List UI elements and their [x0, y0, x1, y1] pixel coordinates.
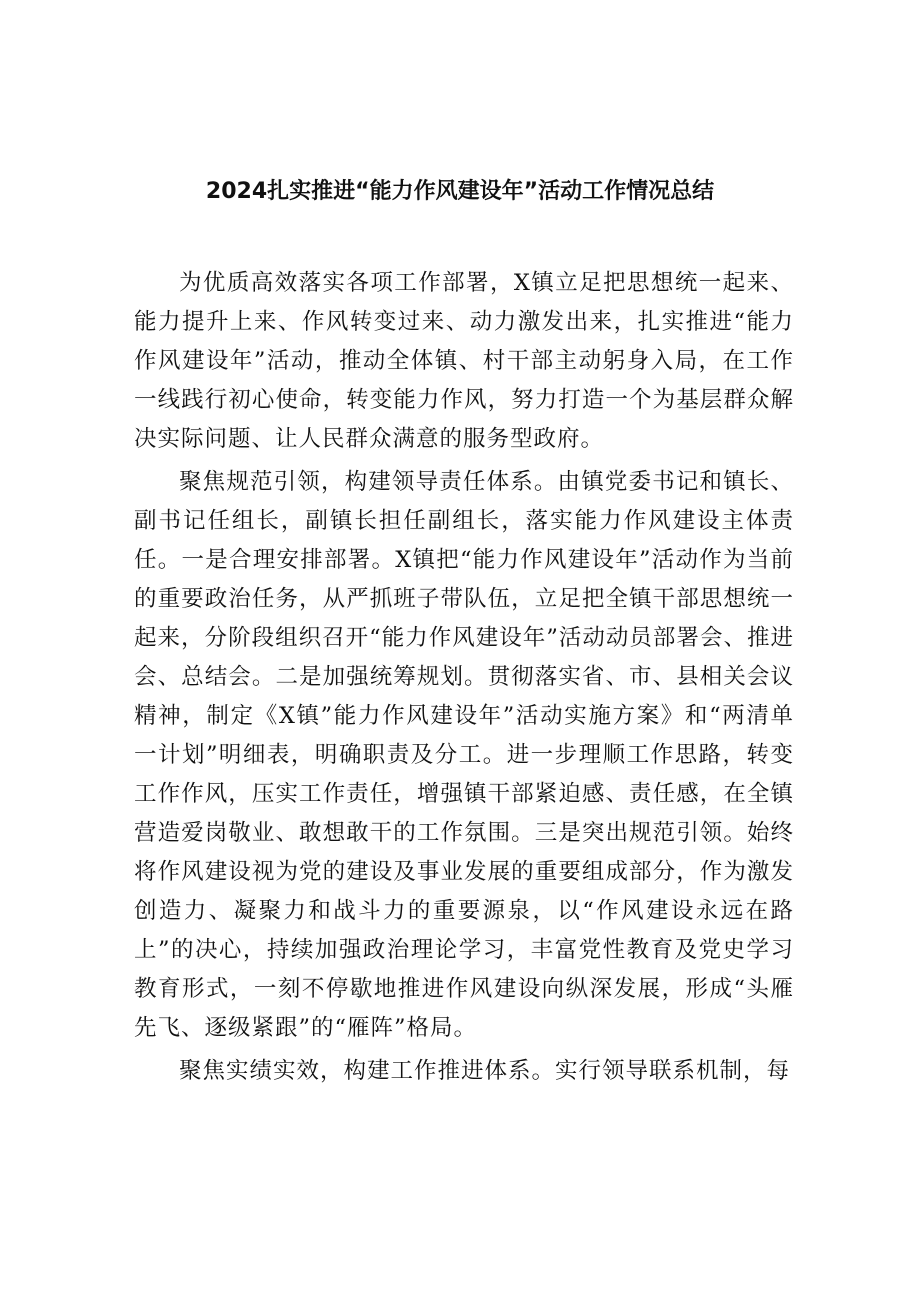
paragraph-intro: 为优质高效落实各项工作部署，X镇立足把思想统一起来、能力提升上来、作风转变过来、动力激发出来，扎实推进“能力作风建设年”活动，推动全体镇、村干部主动躬身入局，在工作一线践行初心使命，转变能力作风，努力打造一个为基层群众解决实际问题、让人民群众满意的服务型政府。 — [134, 270, 794, 452]
paragraph-leadership: 聚焦规范引领，构建领导责任体系。由镇党委书记和镇长、副书记任组长，副镇长担任副组长，落实能力作风建设主体责任。一是合理安排部署。X镇把“能力作风建设年”活动作为当前的重要政治任务，从严抓班子带队伍，立足把全镇干部思想统一起来，分阶段组织召开“能力作风建设年”活动动员部署会、推进会、总结会。二是加强统筹规划。贯彻落实省、市、县相关会议精神，制定《X镇”能力作风建设年”活动实施方案》和“两清单一计划”明细表，明确职责及分工。进一步理顺工作思路，转变工作作风，压实工作责任，增强镇干部紧迫感、责任感，在全镇营造爱岗敬业、敢想敢干的工作氛围。三是突出规范引领。始终将作风建设视为党的建设及事业发展的重要组成部分，作为激发创造力、凝聚力和战斗力的重要源泉，以“作风建设永远在路上”的决心，持续加强政治理论学习，丰富党性教育及党史学习教育形式，一刻不停歇地推进作风建设向纵深发展，形成“头雁先飞、逐级紧跟”的“雁阵”格局。 — [134, 469, 794, 1041]
paragraph-results: 聚焦实绩实效，构建工作推进体系。实行领导联系机制，每 — [179, 1058, 791, 1084]
document-title: 2024扎实推进“能力作风建设年”活动工作情况总结 — [205, 179, 715, 204]
document-body — [134, 264, 794, 1095]
